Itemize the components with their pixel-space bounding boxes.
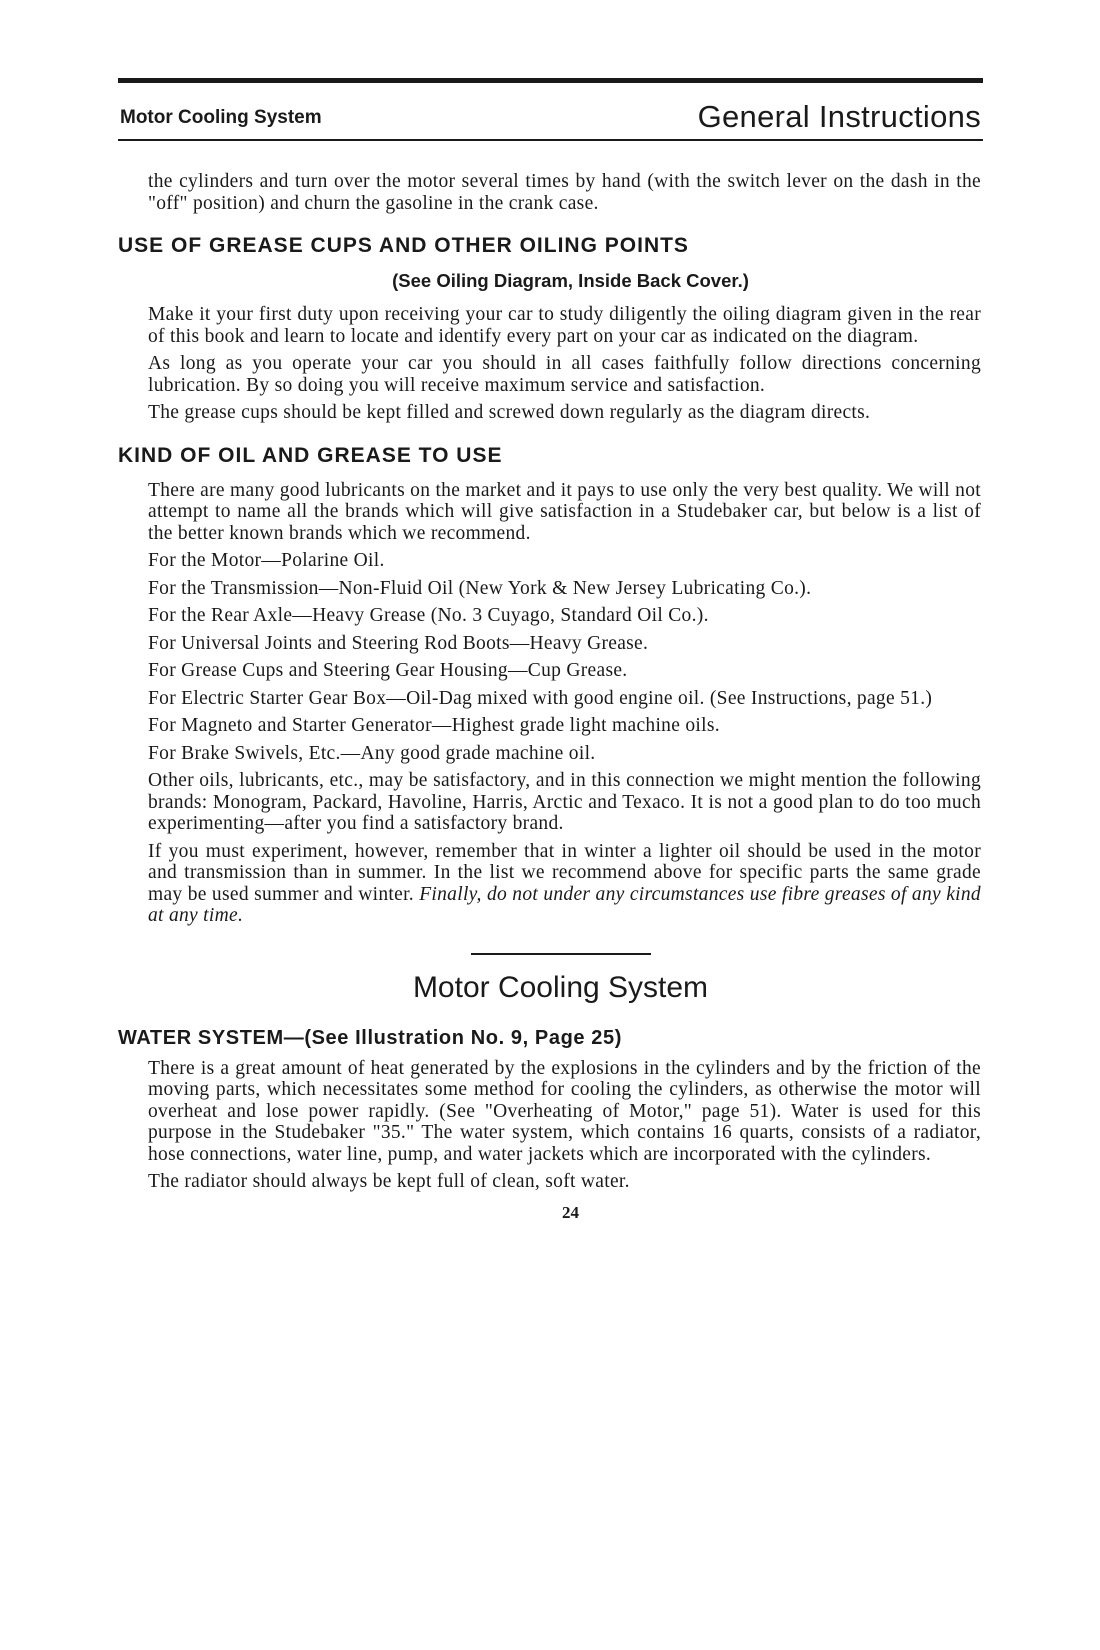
oil-kind-last-text: If you must experiment, however, remember that in winter a lighter oil should be used in the motor and transmission than in summer. In the list we recommend above for specific parts the same grade may be used summer and winter. xyxy=(148,840,981,905)
running-head-right: General Instructions xyxy=(697,99,981,134)
oil-kind-item: For the Motor—Polarine Oil. xyxy=(148,550,385,571)
water-system-paragraph: There is a great amount of heat generated by the explosions in the cylinders and by the friction of the moving parts, which necessitates some method for cooling the cylinders, as otherwise the motor will overheat and lose power rapidly. (See "Overheating of Motor," page 51). Water is used for this purpose in the Studebaker "35." The water system, which contains 16 quarts, consists of a radiator, hose connections, water line, pump, and water jackets which are incorporated with the cylinders. xyxy=(148,1057,981,1165)
page-number: 24 xyxy=(562,1202,579,1222)
running-head-left: Motor Cooling System xyxy=(120,107,322,128)
oil-kind-paragraph: There are many good lubricants on the market and it pays to use only the very best quality. We will not attempt to name all the brands which will give satisfaction in a Studebaker car, but below is a list of the better known brands which we recommend. xyxy=(148,479,981,544)
grease-cups-paragraph: As long as you operate your car you should in all cases faithfully follow directions concerning lubrication. By so doing you will receive maximum service and satisfaction. xyxy=(148,353,981,396)
oil-kind-item: For the Rear Axle—Heavy Grease (No. 3 Cuyago, Standard Oil Co.). xyxy=(148,605,709,626)
running-head xyxy=(118,83,983,139)
grease-cups-subheading: (See Oiling Diagram, Inside Back Cover.) xyxy=(392,270,749,291)
oil-kind-item: For Magneto and Starter Generator—Highest grade light machine oils. xyxy=(148,715,720,736)
water-system-heading: WATER SYSTEM—(See Illustration No. 9, Page 25) xyxy=(118,1026,622,1049)
section-divider xyxy=(471,953,651,955)
oil-kind-item: For Grease Cups and Steering Gear Housing—Cup Grease. xyxy=(148,660,628,681)
oil-kind-paragraph: Other oils, lubricants, etc., may be satisfactory, and in this connection we might mention the following brands: Monogram, Packard, Havoline, Harris, Arctic and Texaco. It is not a good plan to do too much experimenting—after you find a satisfactory brand. xyxy=(148,770,981,834)
header-rule-bottom xyxy=(118,139,983,141)
oil-kind-item: For Electric Starter Gear Box—Oil-Dag mixed with good engine oil. (See Instructions, page 51.) xyxy=(148,687,933,709)
intro-paragraph: the cylinders and turn over the motor several times by hand (with the switch lever on the dash in the "off" position) and churn the gasoline in the crank case. xyxy=(148,171,981,214)
oil-kind-last-paragraph xyxy=(148,841,981,927)
water-system-paragraph: The radiator should always be kept full of clean, soft water. xyxy=(148,1171,630,1192)
oil-kind-heading: KIND OF OIL AND GREASE TO USE xyxy=(118,443,503,467)
grease-cups-section xyxy=(118,304,983,424)
oil-kind-item: For Universal Joints and Steering Rod Boots—Heavy Grease. xyxy=(148,632,649,654)
oil-kind-section xyxy=(118,480,983,927)
grease-cups-heading: USE OF GREASE CUPS AND OTHER OILING POINTS xyxy=(118,234,689,257)
water-system-section xyxy=(118,1058,983,1193)
grease-cups-paragraph: Make it your first duty upon receiving your car to study diligently the oiling diagram given in the rear of this book and learn to locate and identify every part on your car as indicated on the diagram. xyxy=(148,304,981,347)
grease-cups-paragraph: The grease cups should be kept filled and screwed down regularly as the diagram directs. xyxy=(148,402,871,423)
oil-kind-warning: Finally, do not under any circumstances use fibre greases of any kind at any time. xyxy=(148,883,981,926)
cooling-section-title: Motor Cooling System xyxy=(412,970,709,1004)
oil-kind-item: For Brake Swivels, Etc.—Any good grade machine oil. xyxy=(148,742,596,764)
oil-kind-item: For the Transmission—Non-Fluid Oil (New York & New Jersey Lubricating Co.). xyxy=(148,577,812,599)
book-page xyxy=(118,78,983,1638)
page-body xyxy=(118,171,983,214)
